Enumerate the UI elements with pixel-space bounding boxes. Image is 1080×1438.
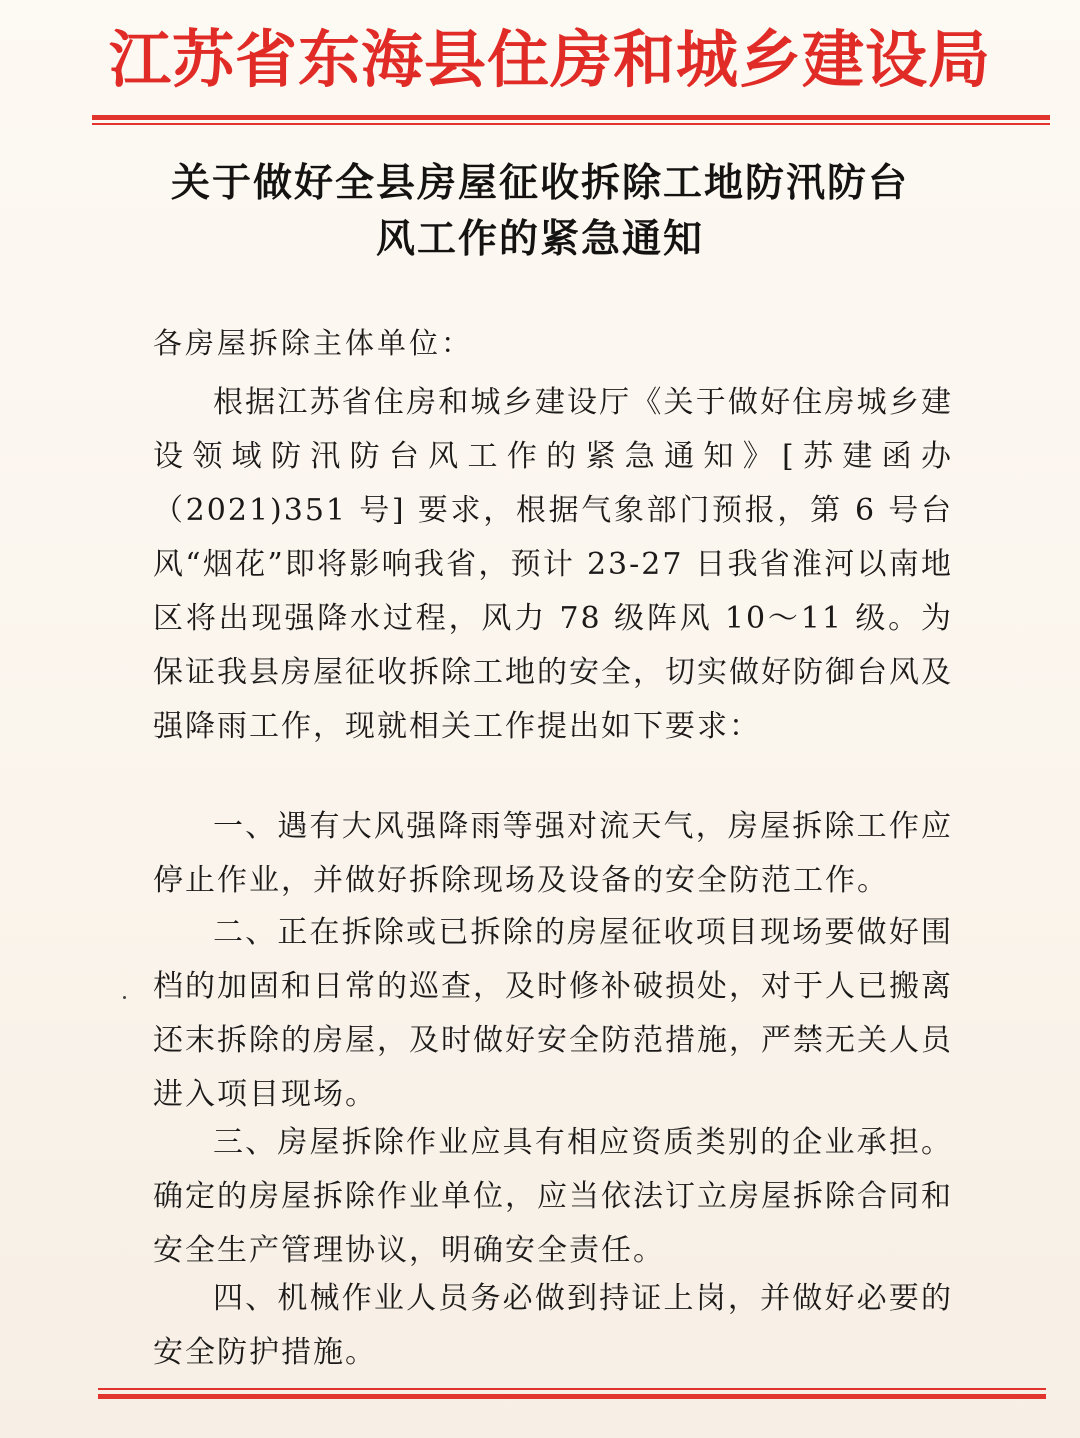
document-item-4: 四、机械作业人员务必做到持证上岗，并做好必要的安全防护措施。 [153, 1281, 953, 1370]
document-item-1: 一、遇有大风强降雨等强对流天气，房屋拆除工作应停止作业，并做好拆除现场及设备的安全防范工作。 [153, 809, 953, 898]
footer-rule-thin [98, 1388, 1046, 1390]
paper-speck [123, 996, 126, 999]
footer-rule-thick [98, 1394, 1046, 1399]
document-addressee: 各房屋拆除主体单位： [153, 326, 474, 360]
letterhead-rule-thin [92, 123, 1050, 125]
document-title-line-2: 风工作的紧急通知 [375, 217, 704, 262]
document-item-3: 三、房屋拆除作业应具有相应资质类别的企业承担。确定的房屋拆除作业单位，应当依法订立房屋拆除合同和安全生产管理协议，明确安全责任。 [153, 1125, 953, 1268]
letterhead-rule-thick [92, 115, 1050, 120]
document-item-2: 二、正在拆除或已拆除的房屋征收项目现场要做好围档的加固和日常的巡查，及时修补破损处，对于人已搬离还末拆除的房屋，及时做好安全防范措施，严禁无关人员进入项目现场。 [153, 915, 953, 1112]
letterhead-agency-name: 江苏省东海县住房和城乡建设局 [108, 23, 991, 96]
document-title-line-1: 关于做好全县房屋征收拆除工地防汛防台 [170, 161, 909, 206]
document-intro-paragraph: 根据江苏省住房和城乡建设厅《关于做好住房城乡建设领域防汛防台风工作的紧急通知》[苏建函办（2021)351 号] 要求，根据气象部门预报，第 6 号台风“烟花”即将影响我省，预计 23-27 日我省淮河以南地区将出现强降水过程，风力 78 级阵风 10～11 级。为保证我县房屋征收拆除工地的安全，切实做好防御台风及强降雨工作，现就相关工作提出如下要求： [153, 385, 953, 744]
